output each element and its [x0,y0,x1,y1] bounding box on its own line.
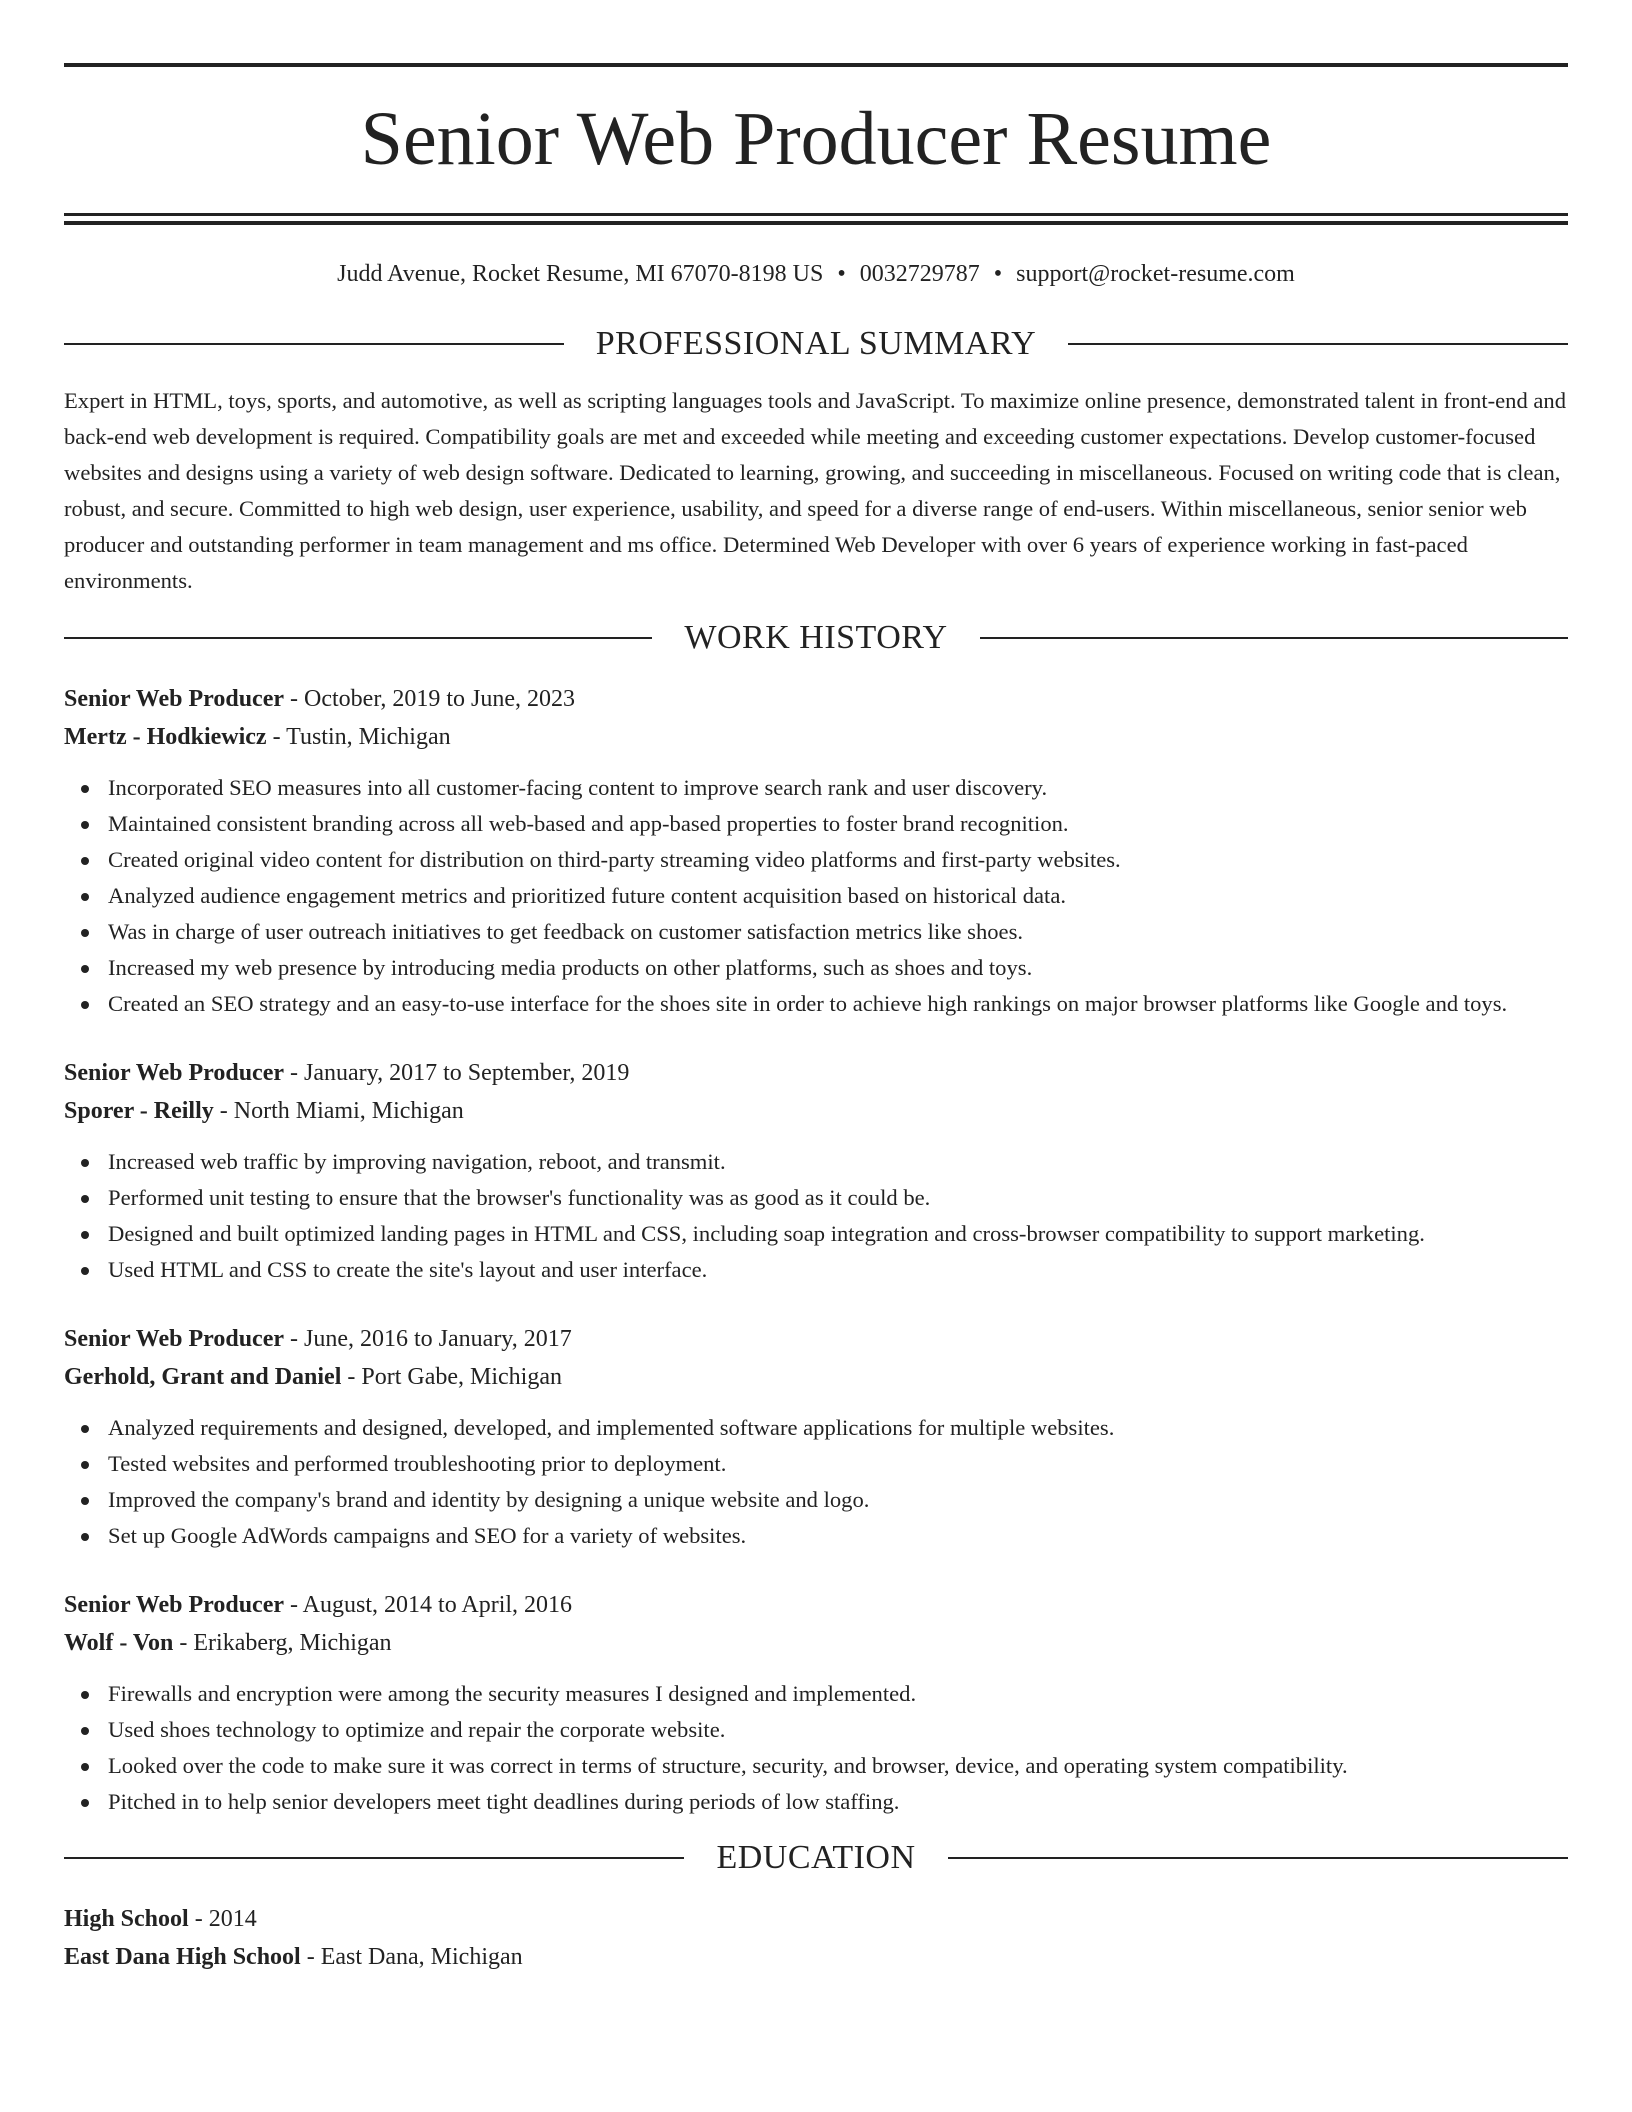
job-location: - Erikaberg, Michigan [173,1630,392,1656]
job-bullet [64,1144,1568,1180]
job-title-line [64,1320,1568,1358]
job-bullet-text: Used HTML and CSS to create the site's layout and user interface. [108,1257,708,1282]
heading-rule-left [64,637,652,639]
education-heading-label: EDUCATION [716,1839,916,1876]
heading-rule-right [980,637,1568,639]
education-section-heading [64,1838,1568,1878]
job-company-line [64,1358,1568,1396]
contact-address: Judd Avenue, Rocket Resume, MI 67070-8198 US [337,261,824,287]
contact-separator: • [837,261,846,287]
job-bullet-list [64,1144,1568,1288]
job-bullet [64,1446,1568,1482]
job-bullet-text: Designed and built optimized landing pages in HTML and CSS, including soap integration and cross-browser compatibility to support marketing. [108,1221,1425,1246]
job-bullet-text: Analyzed audience engagement metrics and prioritized future content acquisition based on historical data. [108,883,1066,908]
job-bullet-text: Performed unit testing to ensure that the browser's functionality was as good as it could be. [108,1185,931,1210]
heading-rule-left [64,1857,684,1859]
job-bullet-text: Used shoes technology to optimize and repair the corporate website. [108,1717,726,1742]
education-school: East Dana High School [64,1944,301,1970]
job-bullet-text: Created original video content for distribution on third-party streaming video platforms and first-party websites. [108,847,1121,872]
bullet-dot [81,965,89,973]
contact-email[interactable]: support@rocket-resume.com [1016,261,1295,287]
job-bullet [64,806,1568,842]
job-title: Senior Web Producer [64,1060,285,1086]
bullet-dot [81,821,89,829]
job-bullet [64,1748,1568,1784]
contact-line [64,259,1568,289]
work-history-section-heading [64,618,1568,658]
bullet-dot [81,1267,89,1275]
job-bullet-text: Increased web traffic by improving navigation, reboot, and transmit. [108,1149,726,1174]
job-bullet [64,842,1568,878]
work-history-heading-label: WORK HISTORY [684,619,948,656]
job-bullet-text: Maintained consistent branding across all web-based and app-based properties to foster brand recognition. [108,811,1069,836]
job-bullet [64,1216,1568,1252]
job-bullet [64,1482,1568,1518]
heading-rule-left [64,343,564,345]
job-bullet [64,770,1568,806]
bullet-dot [81,929,89,937]
heading-rule-right [948,1857,1568,1859]
job-location: - Port Gabe, Michigan [341,1364,562,1390]
bullet-dot [81,1691,89,1699]
education-degree: High School [64,1906,189,1932]
job-bullet-list [64,1676,1568,1820]
job-location: - Tustin, Michigan [266,724,451,750]
job-bullet-text: Increased my web presence by introducing media products on other platforms, such as shoes and toys. [108,955,1033,980]
contact-phone: 0032729787 [859,261,980,287]
job-company: Sporer - Reilly [64,1098,214,1124]
bullet-dot [81,1763,89,1771]
job-dates: - June, 2016 to January, 2017 [284,1326,572,1352]
job-bullet [64,878,1568,914]
bullet-dot [81,1001,89,1009]
job-company: Mertz - Hodkiewicz [64,724,267,750]
bullet-dot [81,1159,89,1167]
bullet-dot [81,1461,89,1469]
resume-page [64,0,1568,1976]
job-bullet [64,1252,1568,1288]
summary-text: Expert in HTML, toys, sports, and automotive, as well as scripting languages tools and JavaScript. To maximize online presence, demonstrated talent in front-end and back-end web development is required. Compatibility goals are met and exceeded while meeting and exceeding customer expectations. Develop customer-focused websites and designs using a variety of web design software. Dedicated to learning, growing, and succeeding in miscellaneous. Focused on writing code that is clean, robust, and secure. Committed to high web design, user experience, usability, and speed for a diverse range of end-users. Within miscellaneous, senior senior web producer and outstanding performer in team management and ms office. Determined Web Developer with over 6 years of experience working in fast-paced environments. [64,388,1567,593]
job-entry [64,1320,1568,1554]
bullet-dot [81,1195,89,1203]
job-dates: - January, 2017 to September, 2019 [284,1060,630,1086]
job-bullet [64,986,1568,1022]
job-dates: - August, 2014 to April, 2016 [284,1592,573,1618]
education-year: - 2014 [188,1906,257,1932]
contact-separator: • [993,261,1003,287]
job-title-line [64,680,1568,718]
bullet-dot [81,1727,89,1735]
job-bullet-list [64,1410,1568,1554]
job-title: Senior Web Producer [64,1326,285,1352]
job-entry [64,1054,1568,1288]
job-bullet-text: Was in charge of user outreach initiatives to get feedback on customer satisfaction metrics like shoes. [108,919,1024,944]
job-entry [64,1586,1568,1820]
job-entry [64,680,1568,1022]
job-company: Wolf - Von [64,1630,174,1656]
job-bullet-text: Analyzed requirements and designed, developed, and implemented software applications for multiple websites. [108,1415,1115,1440]
job-title: Senior Web Producer [64,1592,285,1618]
resume-title: Senior Web Producer Resume [360,97,1272,181]
job-bullet [64,1518,1568,1554]
summary-section-heading [64,324,1568,364]
job-bullet-text: Set up Google AdWords campaigns and SEO for a variety of websites. [108,1523,747,1548]
job-company: Gerhold, Grant and Daniel [64,1364,342,1390]
job-bullet [64,1410,1568,1446]
job-bullet-text: Improved the company's brand and identity by designing a unique website and logo. [108,1487,870,1512]
job-bullet-list [64,770,1568,1022]
job-bullet-text: Pitched in to help senior developers meet tight deadlines during periods of low staffing. [108,1789,900,1814]
job-bullet [64,1712,1568,1748]
job-location: - North Miami, Michigan [213,1098,464,1124]
job-dates: - October, 2019 to June, 2023 [284,686,576,712]
bullet-dot [81,1497,89,1505]
job-company-line [64,718,1568,756]
job-bullet [64,950,1568,986]
bullet-dot [81,857,89,865]
job-bullet [64,1180,1568,1216]
job-bullet [64,1676,1568,1712]
job-bullet-text: Looked over the code to make sure it was correct in terms of structure, security, and browser, device, and operating system compatibility. [108,1753,1348,1778]
bullet-dot [81,893,89,901]
bullet-dot [81,1425,89,1433]
job-bullet-text: Created an SEO strategy and an easy-to-use interface for the shoes site in order to achieve high rankings on major browser platforms like Google and toys. [108,991,1508,1016]
heading-rule-right [1068,343,1568,345]
job-company-line [64,1624,1568,1662]
job-bullet [64,914,1568,950]
education-school-line [64,1938,1568,1976]
bullet-dot [81,785,89,793]
education-degree-line [64,1900,1568,1938]
job-bullet-text: Incorporated SEO measures into all customer-facing content to improve search rank and user discovery. [108,775,1048,800]
job-title-line [64,1054,1568,1092]
bullet-dot [81,1799,89,1807]
education-entry [64,1900,1568,1976]
summary-heading-label: PROFESSIONAL SUMMARY [595,325,1037,362]
education-location: - East Dana, Michigan [300,1944,523,1970]
job-bullet-text: Firewalls and encryption were among the security measures I designed and implemented. [108,1681,917,1706]
bullet-dot [81,1533,89,1541]
bullet-dot [81,1231,89,1239]
job-bullet [64,1784,1568,1820]
job-bullet-text: Tested websites and performed troubleshooting prior to deployment. [108,1451,727,1476]
title-top-rule [64,63,1568,67]
job-company-line [64,1092,1568,1130]
title-bottom-double-rule [64,213,1568,225]
job-title: Senior Web Producer [64,686,285,712]
job-title-line [64,1586,1568,1624]
